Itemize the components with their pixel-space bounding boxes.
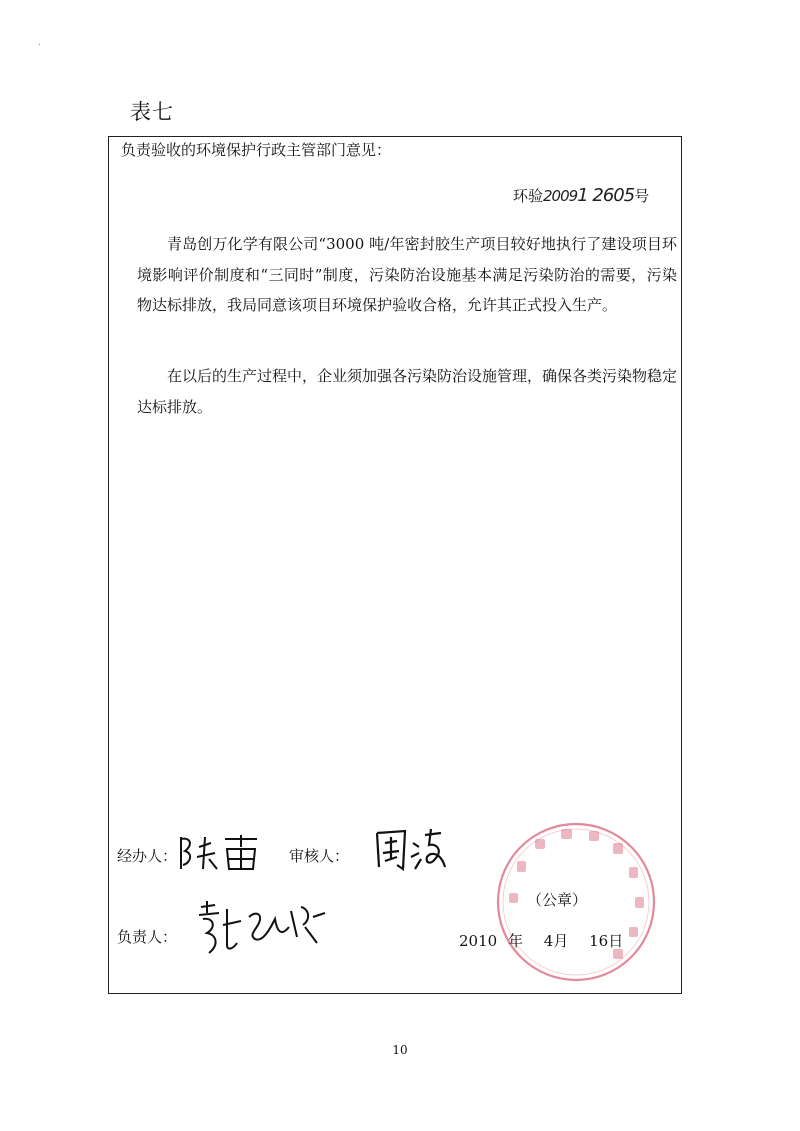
scan-speck: · [38, 40, 42, 51]
date-year-unit: 年 [507, 932, 523, 950]
reviewer-signature [371, 823, 451, 875]
page-number: 10 [392, 1043, 408, 1057]
date-month-unit: 月 [553, 932, 569, 950]
responsible-label: 负责人： [117, 928, 178, 946]
ref-prefix: 环验 [513, 187, 544, 205]
opinion-box [108, 136, 682, 994]
ref-handwritten-number: 1 2605 [577, 185, 635, 206]
handler-label: 经办人： [117, 847, 178, 865]
opinion-paragraph-1: 青岛创万化学有限公司“3000 吨/年密封胶生产项目较好地执行了建设项目环境影响评价制度和“三同时”制度，污染防治设施基本满足污染防治的需要，污染物达标排放，我局同意该项目环境保护验收合格，允许其正式投入生产。 [137, 235, 677, 314]
ref-suffix: 号 [634, 187, 650, 205]
date-day-unit: 日 [608, 932, 624, 950]
seal-label: （公章） [527, 891, 588, 909]
table-title: 表七 [130, 100, 174, 124]
opinion-paragraph-2: 在以后的生产过程中，企业须加强各污染防治设施管理，确保各类污染物稳定达标排放。 [137, 367, 678, 416]
date-year: 2010 [459, 932, 498, 950]
ref-handwritten-year: 2009 [543, 187, 578, 205]
reviewer-label: 审核人： [289, 847, 350, 865]
handler-signature [175, 829, 265, 875]
box-heading: 负责验收的环境保护行政主管部门意见： [121, 141, 392, 159]
date-month: 4 [543, 932, 554, 950]
responsible-signature [193, 897, 333, 961]
approval-reference [513, 185, 649, 206]
approval-date [459, 930, 623, 951]
date-day: 16 [589, 932, 609, 950]
